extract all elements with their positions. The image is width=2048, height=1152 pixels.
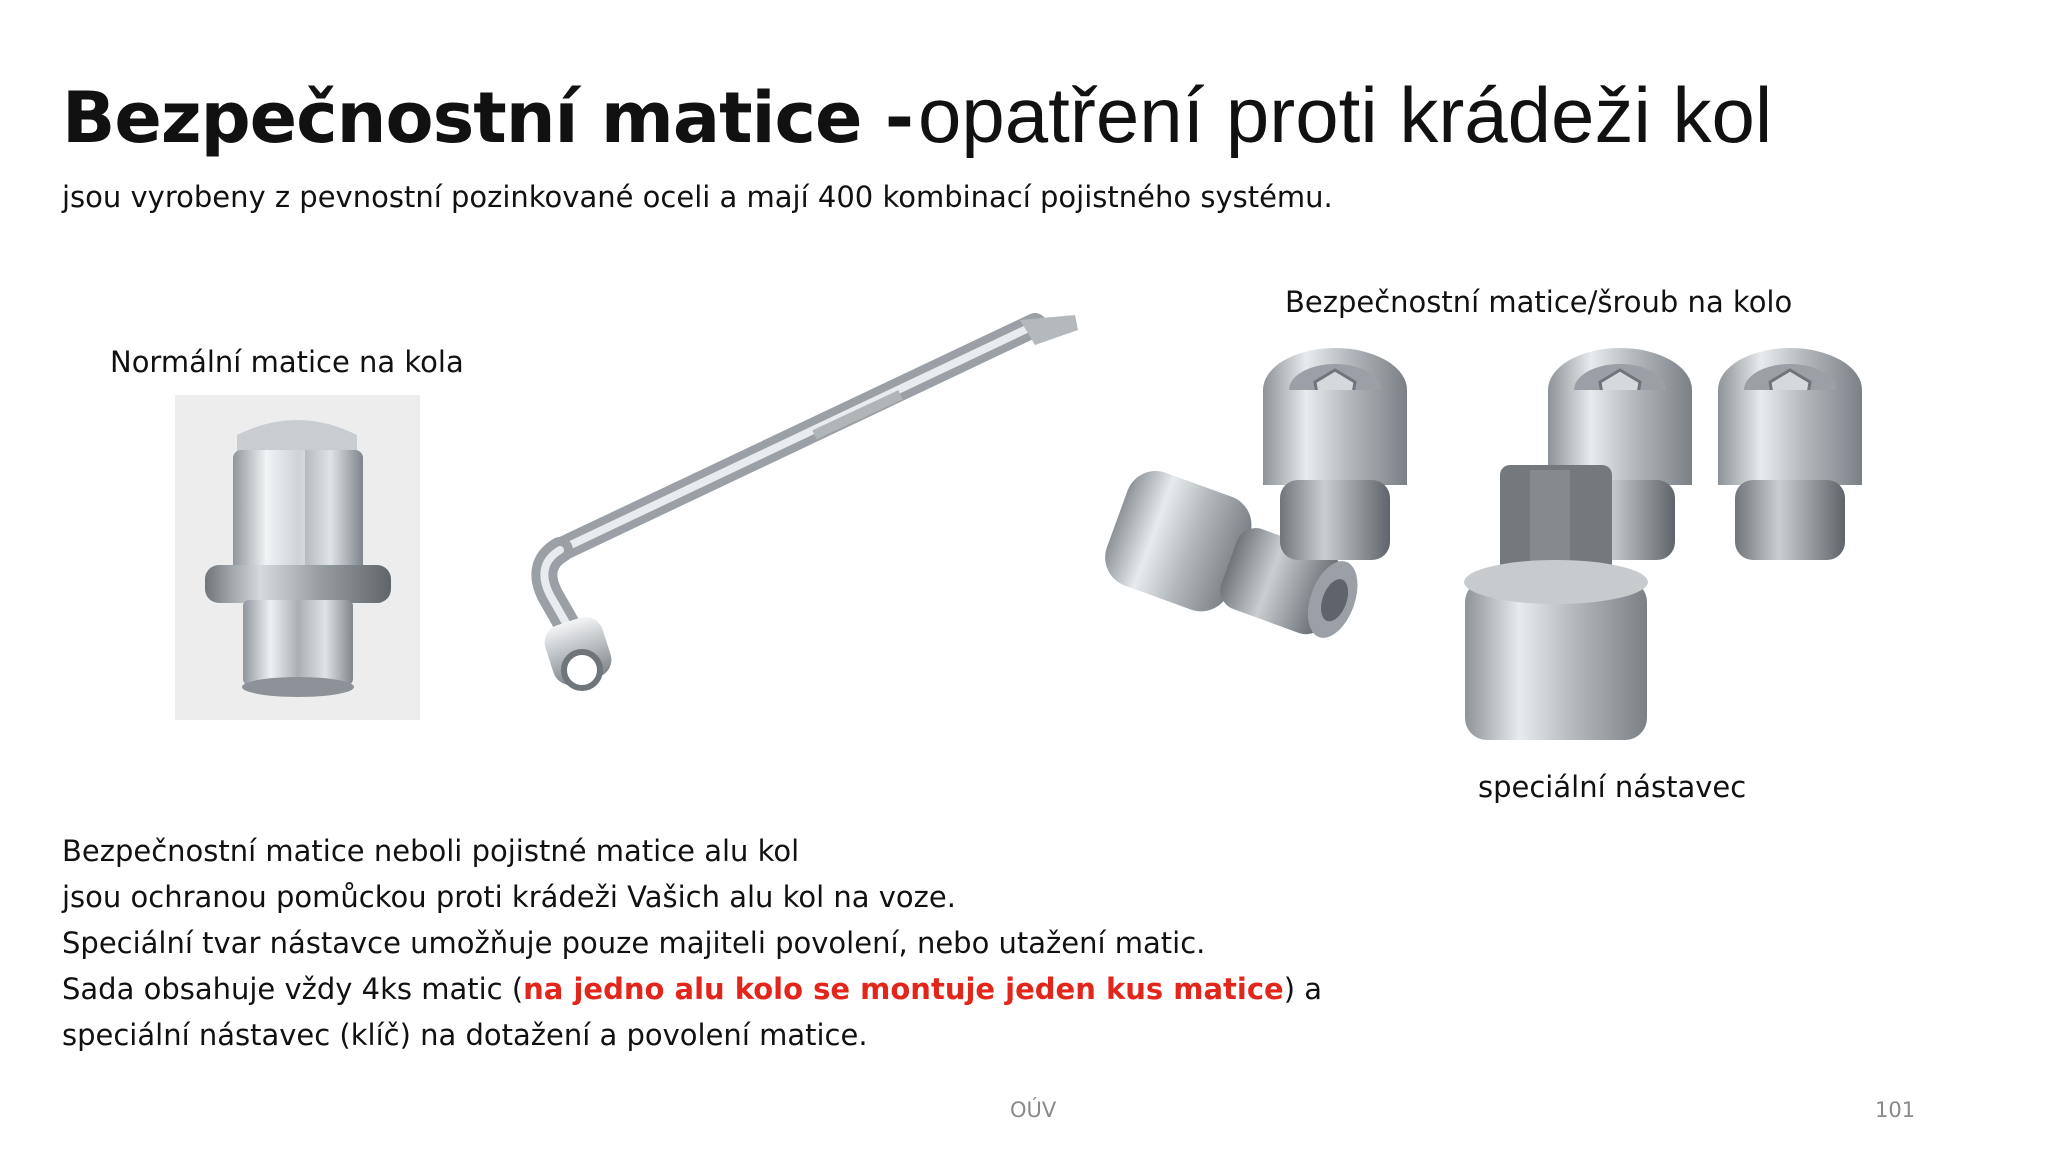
footer-label: OÚV bbox=[1010, 1098, 1057, 1122]
slide-title bbox=[62, 71, 1773, 159]
body-line-5: speciální nástavec (klíč) na dotažení a povolení matice. bbox=[62, 1018, 868, 1052]
slide-subtitle: jsou vyrobeny z pevnostní pozinkované oceli a mají 400 kombinací pojistného systému. bbox=[62, 180, 1333, 214]
page-number: 101 bbox=[1875, 1098, 1916, 1122]
body-highlight: na jedno alu kolo se montuje jeden kus matice bbox=[523, 972, 1284, 1006]
title-bold-part: Bezpečnostní matice - bbox=[62, 77, 913, 159]
body-line-2: jsou ochranou pomůckou proti krádeži Vašich alu kol na voze. bbox=[62, 880, 956, 914]
caption-security-nut: Bezpečnostní matice/šroub na kolo bbox=[1285, 285, 1793, 319]
body-line-4 bbox=[62, 966, 1322, 1012]
normal-lug-nut-image bbox=[175, 395, 420, 720]
body-line-4-start: Sada obsahuje vždy 4ks matic ( bbox=[62, 972, 524, 1006]
caption-special-adapter: speciální nástavec bbox=[1478, 770, 1747, 804]
title-light-part: opatření proti krádeži kol bbox=[918, 71, 1773, 159]
body-line-3: Speciální tvar nástavce umožňuje pouze majiteli povolení, nebo utažení matic. bbox=[62, 926, 1206, 960]
wheel-wrench-image bbox=[530, 290, 1090, 710]
caption-normal-nut: Normální matice na kola bbox=[110, 345, 464, 379]
body-line-4-end: ) a bbox=[1283, 972, 1322, 1006]
body-line-1: Bezpečnostní matice neboli pojistné matice alu kol bbox=[62, 834, 800, 868]
wheel-lock-set-image bbox=[1090, 330, 1970, 770]
body-text bbox=[62, 828, 1322, 1058]
